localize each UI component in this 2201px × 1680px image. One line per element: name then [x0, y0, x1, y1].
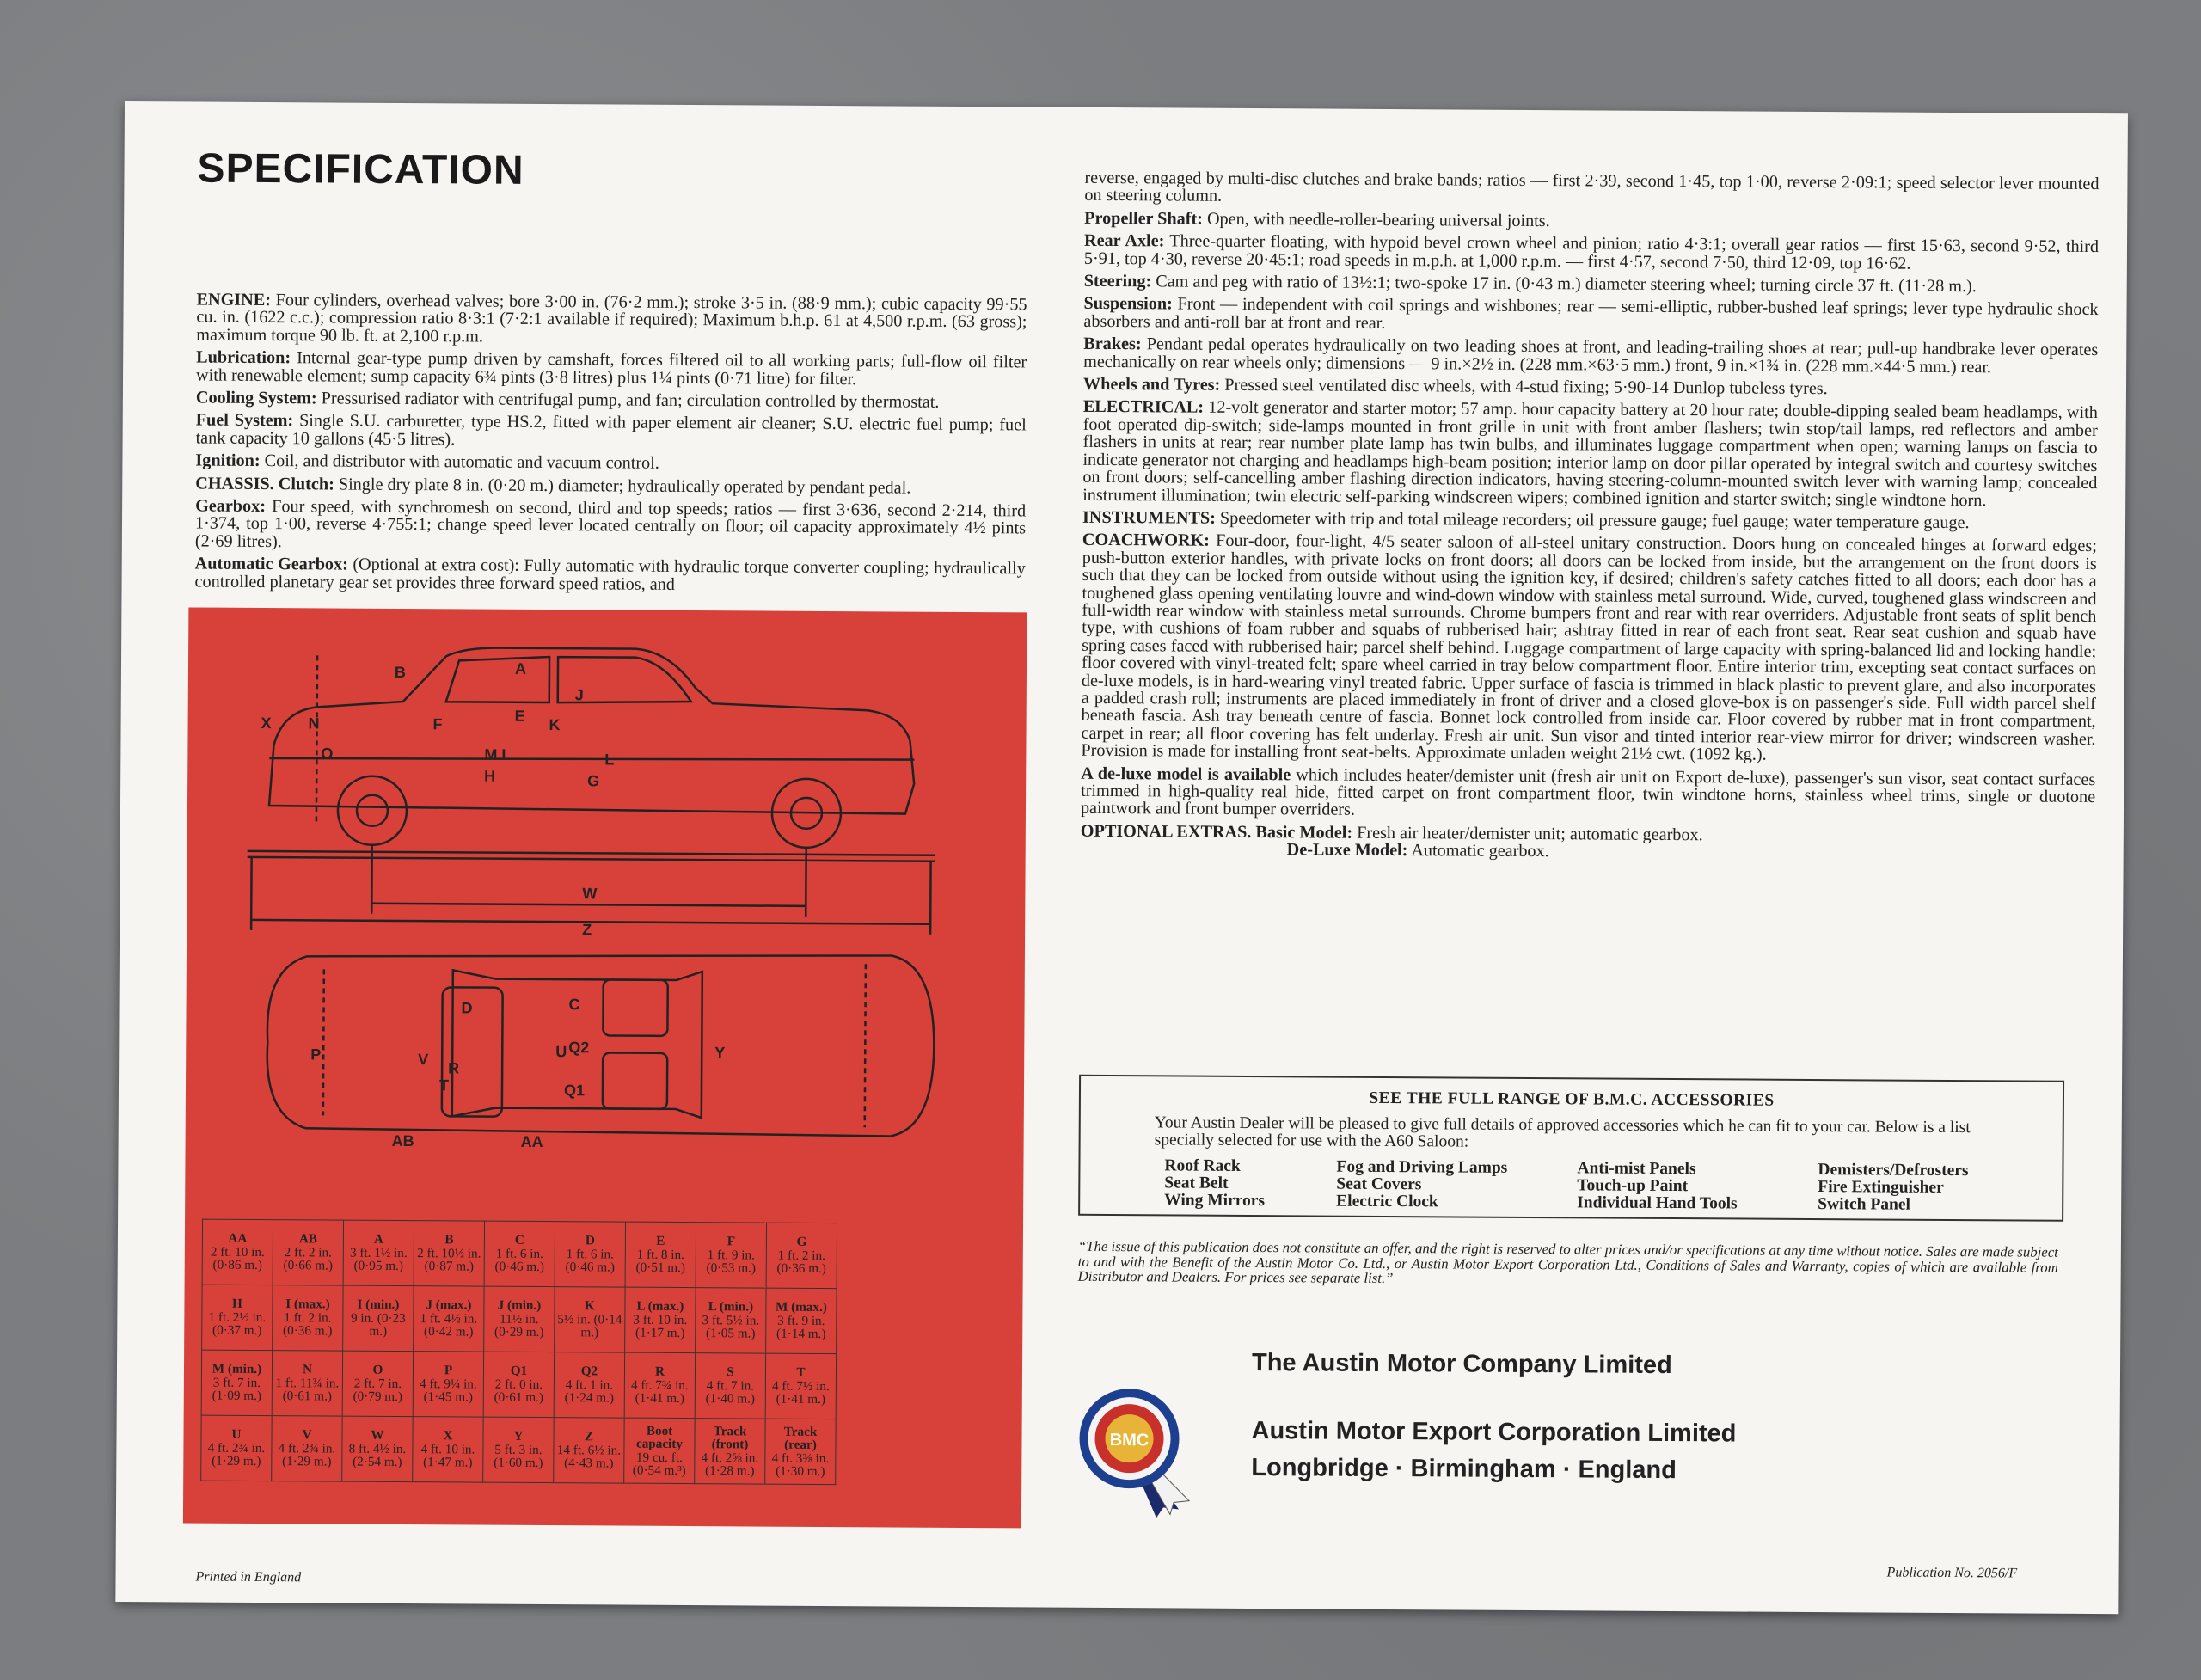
spec-paragraph — [1084, 169, 2099, 211]
spec-paragraph — [196, 389, 1027, 412]
dimension-key: Track (rear) — [783, 1424, 818, 1452]
dimension-key: T — [796, 1365, 806, 1381]
spec-text: Front — independent with coil springs and wishbones; rear — semi-elliptic, rubber-bushed leaf springs; lever type hydraulic shock absorbers and anti-roll bar at front and rear. — [1083, 294, 2099, 333]
dimension-key: Q1 — [510, 1364, 528, 1379]
spec-label: Steering: — [1083, 271, 1152, 291]
dimension-cell — [555, 1222, 625, 1287]
dimension-value: 5½ in. (0·14 m.) — [557, 1311, 622, 1340]
spec-paragraph — [1084, 273, 2099, 297]
spec-paragraph — [195, 475, 1026, 497]
dimension-key: C — [514, 1233, 524, 1248]
spec-text: Internal gear-type pump driven by camshaft, forces filtered oil to all working parts; full-flow oil filter with renewable element; sump capacity 6¾ pints (3·8 litres) plus 1¼ pints (0·71 litre) for filter. — [195, 348, 1027, 389]
accessory-item: Seat Belt — [1164, 1174, 1229, 1193]
spec-text: Four speed, with synchromesh on second, third and top speeds; ratios — first 3·636, second 2·214, third 1·374, top 1·00, reverse 4·755:1; change speed lever located centrally on floor; oil capacity approximately 4½ pints (2·69 litres). — [194, 497, 1027, 552]
spec-text: Speedometer with trip and total mileage recorders; oil pressure gauge; fuel gauge; water temperature gauge. — [1215, 508, 1970, 533]
spec-text: Open, with needle-roller-bearing universal joints. — [1202, 209, 1550, 230]
spec-label: Automatic Gearbox: — [194, 554, 348, 574]
spec-paragraph — [1084, 232, 2099, 273]
spec-paragraph — [1082, 398, 2098, 510]
printed-in: Printed in England — [195, 1569, 302, 1585]
spec-label: Gearbox: — [195, 496, 267, 517]
diagram-label: G — [587, 772, 600, 790]
dimension-cell — [413, 1352, 483, 1417]
diagram-label: Q1 — [563, 1082, 586, 1100]
diagram-label: AA — [520, 1132, 543, 1150]
dimension-cell — [484, 1286, 555, 1352]
accessories-list — [1164, 1157, 2062, 1214]
dimension-key: P — [444, 1363, 453, 1378]
dimension-value: 5 ft. 3 in. (1·60 m.) — [494, 1442, 543, 1471]
accessory-item: Roof Rack — [1164, 1156, 1241, 1175]
dimension-value: 4 ft. 7¾ in. (1·41 m.) — [631, 1377, 689, 1407]
dimension-cell — [202, 1285, 273, 1350]
dimension-key: X — [443, 1428, 453, 1444]
dimension-cell — [624, 1352, 695, 1418]
dimension-cell — [343, 1220, 414, 1285]
diagram-label: R — [448, 1059, 460, 1077]
accessory-item: Individual Hand Tools — [1577, 1193, 1738, 1213]
optional-extras-basic: Fresh air heater/demister unit; automatic gearbox. — [1352, 823, 1703, 845]
diagram-label: Z — [582, 921, 592, 939]
spec-text: Coil, and distributor with automatic and vacuum control. — [260, 451, 659, 474]
diagram-label: W — [582, 885, 598, 903]
diagram-label: AB — [391, 1131, 414, 1150]
spec-label: Propeller Shaft: — [1084, 208, 1204, 229]
spec-label: Rear Axle: — [1083, 231, 1165, 251]
dimension-cell — [272, 1416, 342, 1481]
accessory-item: Wing Mirrors — [1164, 1191, 1266, 1211]
spec-label: A de-luxe model is available — [1081, 763, 1291, 784]
spec-paragraph — [195, 498, 1026, 555]
spec-label: CHASSIS. Clutch: — [195, 474, 334, 494]
dimension-key: L (max.) — [636, 1298, 684, 1315]
diagram-label: M — [484, 745, 498, 763]
badge-text: BMC — [1109, 1431, 1150, 1450]
spec-label: COACHWORK: — [1082, 530, 1211, 551]
dimension-key: A — [373, 1232, 383, 1248]
spec-paragraph — [1083, 335, 2098, 377]
dimension-value: 1 ft. 2½ in. (0·37 m.) — [208, 1309, 267, 1339]
dimension-cell — [483, 1417, 554, 1482]
dimension-key: R — [654, 1364, 665, 1380]
dimension-key: W — [371, 1428, 384, 1444]
spec-label: Brakes: — [1083, 334, 1142, 354]
spec-label: Wheels and Tyres: — [1082, 374, 1221, 395]
dimension-key: M (max.) — [775, 1299, 827, 1315]
optional-extras-label: OPTIONAL EXTRAS. Basic Model: — [1080, 821, 1353, 843]
dimension-key: F — [727, 1234, 736, 1249]
dimension-key: Boot capacity — [635, 1423, 684, 1451]
dimension-value: 4 ft. 7½ in. (1·41 m.) — [772, 1378, 830, 1407]
export-company-name: Austin Motor Export Corporation Limited — [1251, 1417, 1737, 1448]
spec-left-column — [194, 291, 1027, 601]
spec-right-paragraphs — [1081, 169, 2100, 824]
accessories-box — [1078, 1075, 2064, 1222]
spec-paragraph — [196, 349, 1027, 389]
dimension-value: 2 ft. 7 in. (0·79 m.) — [353, 1376, 403, 1405]
spec-paragraph — [1084, 210, 2099, 234]
dimension-value: 19 cu. ft. (0·54 m.³) — [632, 1450, 686, 1479]
spec-label: INSTRUMENTS: — [1082, 507, 1216, 528]
dimension-value: 3 ft. 5½ in. (1·05 m.) — [702, 1312, 760, 1341]
dimension-value: 4 ft. 7 in. (1·40 m.) — [705, 1377, 756, 1407]
spec-label: Lubrication: — [196, 347, 291, 368]
diagram-label: O — [321, 745, 334, 763]
dimension-cell — [624, 1418, 695, 1483]
dimension-value: 4 ft. 3⅜ in. (1·30 m.) — [771, 1450, 830, 1480]
dimension-value: 2 ft. 0 in. (0·61 m.) — [494, 1376, 544, 1406]
dimension-key: O — [372, 1363, 383, 1378]
dimension-value: 2 ft. 2 in. (0·66 m.) — [283, 1244, 333, 1273]
diagram-label: P — [310, 1045, 322, 1064]
dimension-value: 4 ft. 2¾ in. (1·29 m.) — [278, 1440, 336, 1469]
dimension-cell — [696, 1223, 766, 1288]
spec-label: Ignition: — [195, 451, 261, 471]
spec-text: which includes heater/demister unit (fresh air unit on Export de-luxe), passenger's sun visor, seat contact surfaces trimmed in high-quality real hide, fitted carpet on front compartment floor, twin windtone horns, stainless wheel trims, single or duotone paintwork and front bumper overriders. — [1080, 764, 2096, 820]
spec-label: Fuel System: — [195, 410, 294, 431]
diagram-label: T — [438, 1076, 450, 1094]
dimension-value: 1 ft. 8 in. (0·51 m.) — [635, 1247, 685, 1276]
dimension-row — [201, 1350, 836, 1419]
diagram-label: D — [461, 999, 473, 1017]
dimension-value: 1 ft. 2 in. (0·36 m.) — [283, 1309, 333, 1339]
dimension-cell — [342, 1351, 413, 1416]
dimension-value: 8 ft. 4½ in. (2·54 m.) — [348, 1441, 407, 1470]
page-title: SPECIFICATION — [197, 145, 524, 193]
diagram-label: Y — [714, 1044, 726, 1062]
diagram-label: V — [418, 1051, 429, 1069]
accessory-item: Fire Extinguisher — [1818, 1178, 1944, 1197]
accessory-item: Anti-mist Panels — [1577, 1159, 1696, 1179]
dimension-value: 4 ft. 2¾ in. (1·29 m.) — [207, 1440, 266, 1469]
disclaimer: “The issue of this publication does not constitute an offer, and the right is reserved to alter prices and/or specifications at any time without notice. Sales are made subject to and with the Benefit of the Austin Motor Co. Ltd., or Austin Motor Export Corporation Ltd., Conditions of Sales and Warranty, copies of which are available from Distributor and Dealers. For prices see separate list.” — [1077, 1237, 2058, 1287]
spec-right-column — [1081, 169, 2100, 864]
bmc-rosette-icon — [1077, 1380, 1199, 1518]
dimension-key: E — [656, 1234, 665, 1249]
spec-label: ENGINE: — [196, 290, 272, 310]
dimension-key: I (max.) — [285, 1297, 330, 1312]
dimension-row — [201, 1415, 836, 1485]
dimension-cell — [201, 1350, 272, 1415]
dimension-cell — [765, 1353, 836, 1419]
dimension-key: B — [444, 1232, 454, 1248]
dimension-value: 1 ft. 2 in. (0·36 m.) — [776, 1248, 826, 1277]
diagram-label: U — [555, 1043, 567, 1061]
dimension-cell — [625, 1287, 696, 1352]
dimension-value: 3 ft. 9 in. (1·14 m.) — [776, 1313, 826, 1342]
dimension-key: D — [585, 1233, 595, 1248]
dimension-value: 2 ft. 10 in. (0·86 m.) — [210, 1244, 265, 1273]
company-address: Longbridge · Birmingham · England — [1251, 1454, 1677, 1485]
spec-text: Four-door, four-light, 4/5 seater saloon of all-steel unitary construction. Doors hung on concealed hinges at forward edges; push-button exterior handles, with private locks on front doors; all doors can be locked from inside, but the arrangement on the front doors is such that they can be locked from outside without using the ignition key, if desired; children's safety catches fitted to all doors; each door has a toughened glass opening ventilating louvre and wind-down window with stainless metal surround. Wide, curved, toughened glass windscreen and full-width rear window with stainless metal surrounds. Chrome bumpers front and rear with rear overriders. Adjustable front seats of split bench type, with cushions of foam rubber and squabs of rubberised hair; ashtray fitted in rear of each front seat. Rear seat cushion and squab have spring cases faced with rubberised hair; parcel shelf behind. Luggage compartment of large capacity with spring-balanced lid and locking handle; floor covered with vinyl-treated felt; spare wheel carried in tray below compartment floor. Entire interior trim, excepting seat contact surfaces on de-luxe models, is in hard-wearing vinyl treated fabric. Upper surface of fascia is trimmed in black plastic to prevent glare, and also incorporates a padded crash roll; instruments are placed immediately in front of driver and a closed glove-box is on passenger's side. Full width parcel shelf beneath fascia. Ash tray beneath centre of fascia. Bonnet lock controlled from inside car. Floor covered by rubber mat in front compartment, carpet in rear; all floor covering has felt underlay. Fresh air unit. Sun visor and tinted interior rear-view mirror for driver; windscreen washer. Provision is made for installing front seat-belts. Approximate unladen weight 21½ cwt. (1092 kg.). — [1081, 531, 2097, 764]
spec-text: (Optional at extra cost): Fully automatic with hydraulic torque converter coupling; hydraulically controlled planetary gear set provides three forward speed ratios, and — [194, 555, 1026, 594]
dimension-key: J (max.) — [426, 1297, 472, 1313]
accessories-heading: SEE THE FULL RANGE OF B.M.C. ACCESSORIES — [1369, 1088, 1775, 1110]
dimension-key: N — [302, 1362, 313, 1377]
dimension-value: 4 ft. 9¼ in. (1·45 m.) — [420, 1376, 477, 1405]
dimension-panel — [183, 607, 1027, 1528]
diagram-label: B — [394, 663, 407, 682]
diagram-label: X — [261, 714, 272, 733]
spec-text: reverse, engaged by multi-disc clutches and brake bands; ratios — first 2·39, second 1·45, top 1·00, reverse 2·09:1; speed selector lever mounted on steering column. — [1084, 168, 2100, 206]
accessory-item: Switch Panel — [1818, 1195, 1911, 1214]
spec-label: Cooling System: — [195, 388, 317, 408]
car-dimension-diagram — [185, 607, 1027, 1214]
spec-paragraph — [195, 555, 1026, 596]
optional-extras — [1081, 823, 2095, 864]
dimension-key: L (min.) — [708, 1299, 754, 1315]
diagram-label: C — [568, 996, 580, 1014]
spec-text: Pressed steel ventilated disc wheels, with 4-stud fixing; 5·90-14 Dunlop tubeless tyres. — [1220, 375, 1828, 399]
dimension-cell — [273, 1220, 343, 1285]
dimension-value: 1 ft. 4½ in. (0·42 m.) — [420, 1310, 478, 1340]
dimension-table — [200, 1219, 837, 1486]
dimension-cell — [695, 1419, 765, 1484]
dimension-value: 3 ft. 10 in. (1·17 m.) — [633, 1312, 688, 1341]
dimension-key: I (min.) — [357, 1297, 400, 1313]
dimension-cell — [343, 1285, 414, 1351]
dimension-row — [202, 1219, 837, 1289]
dimension-key: G — [796, 1235, 807, 1250]
dimension-cell — [413, 1417, 483, 1482]
dimension-value: 4 ft. 2⅝ in. (1·28 m.) — [701, 1450, 759, 1479]
spec-paragraph — [1081, 531, 2097, 765]
company-name: The Austin Motor Company Limited — [1251, 1349, 1672, 1380]
dimension-cell — [766, 1288, 837, 1353]
diagram-label: L — [604, 751, 615, 769]
dimension-value: 1 ft. 6 in. (0·46 m.) — [565, 1246, 615, 1275]
diagram-label: Q2 — [568, 1039, 590, 1057]
spec-label: Suspension: — [1083, 294, 1173, 314]
dimension-cell — [625, 1222, 696, 1287]
dimension-value: 4 ft. 1 in. (1·24 m.) — [564, 1376, 615, 1406]
diagram-label: N — [308, 714, 320, 733]
dimension-cell — [272, 1351, 342, 1416]
dimension-cell — [554, 1418, 624, 1483]
diagram-label: A — [514, 659, 527, 678]
dimension-key: AB — [298, 1231, 318, 1247]
spec-text: 12-volt generator and starter motor; 57 amp. hour capacity battery at 20 hour rate; double-dipping sealed beam headlamps, with foot operated dip-switch; side-lamps mounted in front grille in unit with front amber flashers; twin stop/tail lamps, red reflectors and amber flashers in units at rear; rear number plate lamp has twin bulbs, and illuminates luggage compartment when open; warning lamps on fascia to indicate generator not charging and headlamps high-beam position; interior lamp on door pillar operated by integral switch and courtesy switches on front doors; self-cancelling amber flashing direction indicators, having steering-column-mounted switch lever with warning lamp; concealed instrument illumination; twin electric self-parking windscreen wipers; combined ignition and starter switch; single windtone horn. — [1082, 398, 2098, 510]
dimension-key: Z — [584, 1429, 594, 1444]
publication-number: Publication No. 2056/F — [1886, 1565, 2018, 1581]
spec-text: Pendant pedal operates hydraulically on two leading shoes at front, and leading-trailing shoes at rear; pull-up handbrake lever operates mechanically on rear wheels only; dimensions — 9 in.×2½ in. (228 mm.×63·5 mm.) front, 9 in.×1¾ in. (228 mm.×44·5 mm.) rear. — [1083, 334, 2099, 377]
dimension-key: AA — [228, 1231, 248, 1247]
dimension-value: 4 ft. 10 in. (1·47 m.) — [420, 1441, 475, 1470]
diagram-label: K — [549, 716, 561, 734]
dimension-cell — [414, 1221, 484, 1286]
spec-paragraph — [1081, 764, 2095, 823]
dimension-key: V — [302, 1427, 312, 1443]
dimension-value: 2 ft. 10½ in. (0·87 m.) — [417, 1245, 481, 1274]
dimension-cell — [273, 1285, 343, 1351]
accessory-item: Electric Clock — [1336, 1192, 1438, 1211]
dimension-cell — [765, 1419, 836, 1484]
dimension-cell — [766, 1223, 837, 1288]
dimension-key: U — [231, 1427, 242, 1443]
spec-text: Single S.U. carburetter, type HS.2, fitted with paper element air cleaner; S.U. electric fuel pump; fuel tank capacity 10 gallons (45·5 litres). — [195, 411, 1027, 450]
dimension-cell — [202, 1219, 273, 1285]
brochure-page — [115, 101, 2128, 1614]
dimension-value: 11½ in. (0·29 m.) — [494, 1311, 544, 1340]
spec-paragraph — [196, 412, 1027, 452]
spec-paragraph — [1083, 295, 2098, 336]
diagram-label: E — [514, 707, 525, 725]
spec-text: Single dry plate 8 in. (0·20 m.) diameter; hydraulically operated by pendant pedal. — [334, 475, 911, 498]
dimension-value: 1 ft. 9 in. (0·53 m.) — [706, 1247, 756, 1276]
deluxe-label: De-Luxe Model: — [1286, 840, 1408, 861]
diagram-label: J — [574, 686, 584, 704]
diagram-label: I — [501, 745, 506, 763]
spec-text: Three-quarter floating, with hypoid bevel crown wheel and pinion; ratio 4·3:1; overall gear ratios — first 15·63, second 9·52, third 5·91, top 4·30, reverse 20·45:1; road speeds in m.p.h. at 1,000 r.p.m. — first 4·57, second 7·50, third 12·09, top 16·62. — [1083, 231, 2100, 273]
spec-paragraph — [1083, 376, 2098, 400]
accessory-item: Touch-up Paint — [1577, 1176, 1689, 1196]
dimension-value: 14 ft. 6½ in. (4·43 m.) — [556, 1442, 622, 1471]
spec-paragraph — [1082, 509, 2097, 533]
diagram-label: H — [484, 767, 496, 785]
dimension-cell — [414, 1286, 484, 1352]
dimension-row — [202, 1285, 837, 1354]
spec-label: ELECTRICAL: — [1082, 397, 1205, 418]
dimension-value: 9 in. (0·23 m.) — [350, 1310, 406, 1340]
spec-paragraph — [195, 452, 1026, 475]
dimension-cell — [484, 1221, 555, 1286]
dimension-key: Track (front) — [711, 1423, 749, 1452]
dimension-key: Y — [513, 1429, 524, 1444]
dimension-value: 3 ft. 7 in. (1·09 m.) — [212, 1375, 262, 1404]
diagram-label: F — [432, 715, 443, 733]
dimension-cell — [201, 1415, 272, 1481]
dimension-cell — [696, 1288, 766, 1353]
dimension-key: H — [231, 1297, 242, 1312]
dimension-cell — [342, 1416, 413, 1481]
dimension-key: J (min.) — [497, 1297, 542, 1314]
spec-paragraph — [196, 291, 1027, 349]
dimension-cell — [554, 1352, 624, 1418]
spec-text: Four cylinders, overhead valves; bore 3·00 in. (76·2 mm.); stroke 3·5 in. (88·9 mm.); cubic capacity 99·55 cu. in. (1622 c.c.); compression ratio 8·3:1 (7·2:1 available if required); Maximum b.h.p. 61 at 4,500 r.p.m. (63 gross); maximum torque 90 lb. ft. at 2,100 r.p.m. — [196, 291, 1027, 346]
dimension-value: 3 ft. 1½ in. (0·95 m.) — [349, 1245, 408, 1274]
accessory-item: Seat Covers — [1336, 1174, 1422, 1194]
dimension-key: S — [727, 1364, 734, 1380]
dimension-cell — [483, 1352, 554, 1417]
dimension-cell — [695, 1353, 765, 1419]
dimension-cell — [555, 1287, 625, 1352]
spec-text: Pressurised radiator with centrifugal pump, and fan; circulation controlled by thermostat. — [316, 389, 940, 412]
dimension-value: 1 ft. 6 in. (0·46 m.) — [494, 1246, 544, 1275]
dimension-key: Q2 — [580, 1364, 598, 1379]
dimension-key: M (min.) — [212, 1361, 262, 1377]
dimension-key: K — [584, 1298, 595, 1314]
deluxe-text: Automatic gearbox. — [1407, 841, 1549, 861]
spec-text: Cam and peg with ratio of 13½:1; two-spoke 17 in. (0·43 m.) diameter steering wheel; turning circle 37 ft. (11·28 m.). — [1151, 272, 1977, 297]
accessory-item: Fog and Driving Lamps — [1336, 1157, 1508, 1177]
dimension-value: 1 ft. 11¾ in. (0·61 m.) — [275, 1375, 340, 1404]
accessory-item: Demisters/Defrosters — [1818, 1161, 1969, 1180]
accessories-intro: Your Austin Dealer will be pleased to give full details of approved accessories which he can fit to your car. Below is a list specially selected for use with the A60 Saloon: — [1154, 1113, 1971, 1151]
